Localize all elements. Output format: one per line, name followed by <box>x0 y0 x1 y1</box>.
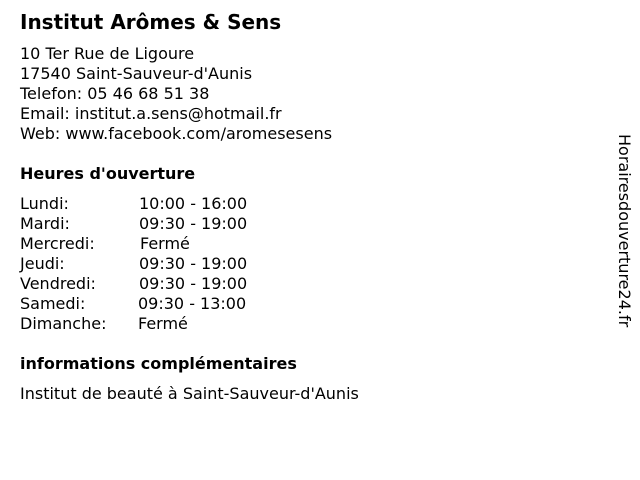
hours-row-monday <box>20 194 320 214</box>
hours-row-wednesday <box>20 234 320 254</box>
day-label: Samedi: <box>20 294 86 313</box>
day-label: Lundi: <box>20 194 69 213</box>
day-label: Dimanche: <box>20 314 107 333</box>
day-label: Jeudi: <box>20 254 65 273</box>
contact-block <box>20 44 332 144</box>
opening-hours-heading: Heures d'ouverture <box>20 164 196 183</box>
hours-row-friday <box>20 274 320 294</box>
day-hours: 10:00 - 16:00 <box>139 194 248 213</box>
day-hours: Fermé <box>138 314 188 333</box>
day-hours: 09:30 - 19:00 <box>139 214 248 233</box>
email-line: Email: institut.a.sens@hotmail.fr <box>20 104 282 123</box>
web-line: Web: www.facebook.com/aromesesens <box>20 124 333 143</box>
day-hours: 09:30 - 13:00 <box>138 294 247 313</box>
city-line: 17540 Saint-Sauveur-d'Aunis <box>20 64 253 83</box>
business-name: Institut Arômes & Sens <box>20 10 282 34</box>
day-hours: 09:30 - 19:00 <box>139 274 248 293</box>
additional-info-text: Institut de beauté à Saint-Sauveur-d'Aunis <box>20 384 359 403</box>
hours-row-thursday <box>20 254 320 274</box>
phone-line: Telefon: 05 46 68 51 38 <box>20 84 210 103</box>
hours-row-tuesday <box>20 214 320 234</box>
additional-info-heading: informations complémentaires <box>20 354 297 373</box>
day-hours: 09:30 - 19:00 <box>139 254 248 273</box>
hours-row-sunday <box>20 314 320 334</box>
site-watermark <box>612 134 636 374</box>
street-address: 10 Ter Rue de Ligoure <box>20 44 195 63</box>
day-label: Mardi: <box>20 214 70 233</box>
day-label: Vendredi: <box>20 274 96 293</box>
day-label: Mercredi: <box>20 234 95 253</box>
day-hours: Fermé <box>140 234 190 253</box>
opening-hours-table <box>20 194 320 334</box>
hours-row-saturday <box>20 294 320 314</box>
watermark-text: Horairesdouverture24.fr <box>615 134 634 328</box>
